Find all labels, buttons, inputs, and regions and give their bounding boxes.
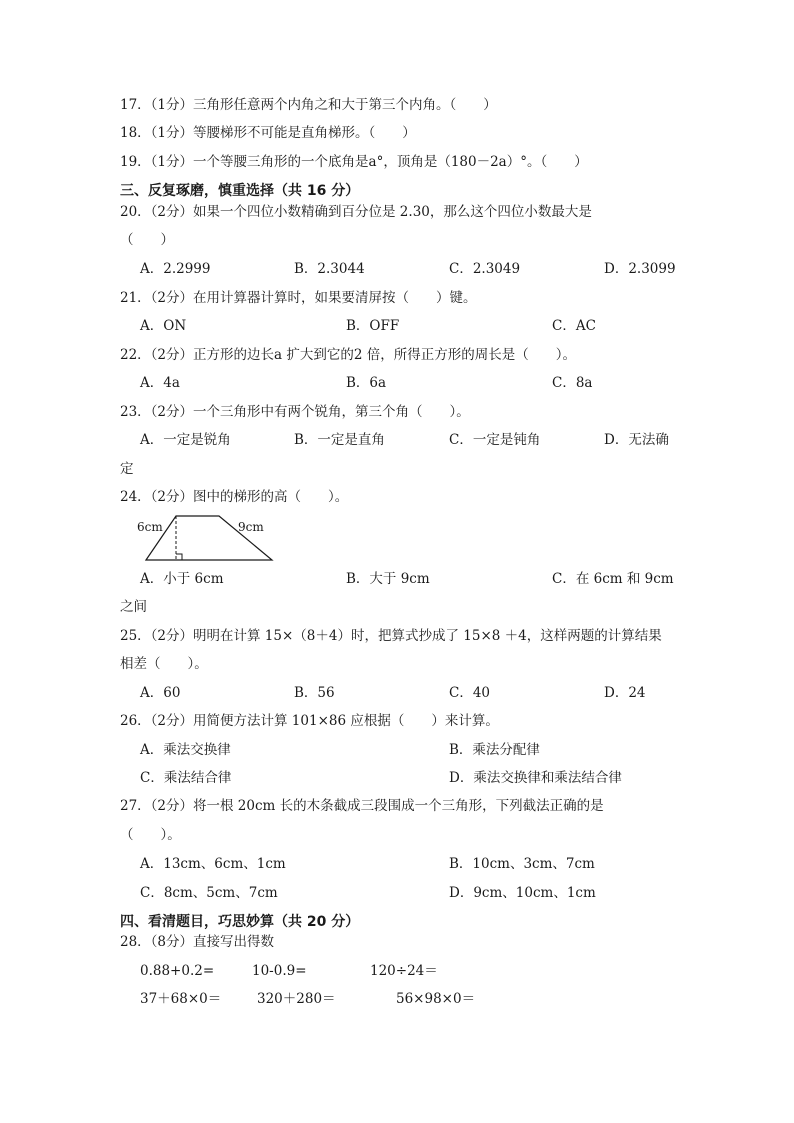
- q27-option-b: B．10cm、3cm、7cm: [449, 856, 595, 872]
- q25-option-b: B．56: [294, 685, 335, 701]
- q28-row2-item-2: 320＋280＝: [257, 991, 336, 1007]
- q22-option-b: B．6a: [346, 375, 387, 391]
- trapezoid-figure: [132, 512, 282, 566]
- q23-option-a: A．一定是锐角: [140, 432, 231, 448]
- question-27-stem-cont: （ ）。: [120, 827, 181, 843]
- question-28-stem: 28．（8分）直接写出得数: [120, 934, 275, 950]
- q21-option-c: C．AC: [552, 318, 596, 334]
- question-19: 19．（1分）一个等腰三角形的一个底角是a°，顶角是（180－2a）°。（ ）: [120, 154, 588, 170]
- q28-row1-item-3: 120÷24＝: [370, 963, 438, 979]
- q24-option-c-wrap: 之间: [120, 599, 147, 615]
- q20-option-b: B．2.3044: [294, 261, 365, 277]
- question-27-stem: 27．（2分）将一根 20cm 长的木条截成三段围成一个三角形，下列截法正确的是: [120, 798, 604, 814]
- question-24-stem: 24．（2分）图中的梯形的高（ ）。: [120, 489, 349, 505]
- q23-option-d-wrap: 定: [120, 461, 134, 477]
- q28-row2-item-3: 56×98×0＝: [396, 991, 476, 1007]
- question-20-stem-cont: （ ）: [120, 232, 174, 248]
- q27-option-d: D．9cm、10cm、1cm: [449, 885, 596, 901]
- q26-option-b: B．乘法分配律: [449, 742, 540, 758]
- q27-option-a: A．13cm、6cm、1cm: [140, 856, 286, 872]
- q25-option-d: D．24: [604, 685, 646, 701]
- question-21-stem: 21．（2分）在用计算器计算时，如果要清屏按（ ）键。: [120, 290, 477, 306]
- q23-option-c: C．一定是钝角: [449, 432, 541, 448]
- figure-label-right: 9cm: [238, 520, 264, 534]
- q28-row1-item-1: 0.88+0.2=: [140, 963, 215, 979]
- q25-option-c: C．40: [449, 685, 491, 701]
- q26-option-c: C．乘法结合律: [140, 770, 232, 786]
- section-4-title: 四、看清题目，巧思妙算（共 20 分）: [120, 914, 360, 930]
- q22-option-c: C．8a: [552, 375, 593, 391]
- q23-option-b: B．一定是直角: [294, 432, 385, 448]
- question-25-stem-cont: 相差（ ）。: [120, 656, 208, 672]
- q20-option-d: D．2.3099: [604, 261, 676, 277]
- q20-option-c: C．2.3049: [449, 261, 521, 277]
- figure-label-left: 6cm: [137, 520, 163, 534]
- q24-option-b: B．大于 9cm: [346, 571, 430, 587]
- q20-option-a: A．2.2999: [140, 261, 211, 277]
- question-26-stem: 26．（2分）用简便方法计算 101×86 应根据（ ）来计算。: [120, 713, 499, 729]
- q21-option-a: A．ON: [140, 318, 187, 334]
- question-23-stem: 23．（2分）一个三角形中有两个锐角，第三个角（ ）。: [120, 404, 470, 420]
- q22-option-a: A．4a: [140, 375, 180, 391]
- section-3-title: 三、反复琢磨，慎重选择（共 16 分）: [120, 183, 360, 199]
- q28-row2-item-1: 37＋68×0＝: [140, 991, 222, 1007]
- q24-option-c: C．在 6cm 和 9cm: [552, 571, 674, 587]
- q26-option-d: D．乘法交换律和乘法结合律: [449, 770, 622, 786]
- q25-option-a: A．60: [140, 685, 181, 701]
- question-20-stem: 20．（2分）如果一个四位小数精确到百分位是 2.30，那么这个四位小数最大是: [120, 204, 592, 220]
- question-25-stem: 25．（2分）明明在计算 15×（8＋4）时，把算式抄成了 15×8 ＋4，这样两题的计算结果: [120, 628, 662, 644]
- question-22-stem: 22．（2分）正方形的边长a 扩大到它的2 倍，所得正方形的周长是（ ）。: [120, 347, 576, 363]
- question-17: 17．（1分）三角形任意两个内角之和大于第三个内角。（ ）: [120, 97, 497, 113]
- q24-option-a: A．小于 6cm: [140, 571, 224, 587]
- right-angle-mark: [176, 554, 182, 560]
- q21-option-b: B．OFF: [346, 318, 400, 334]
- q27-option-c: C．8cm、5cm、7cm: [140, 885, 278, 901]
- question-18: 18．（1分）等腰梯形不可能是直角梯形。（ ）: [120, 125, 416, 141]
- q28-row1-item-2: 10-0.9=: [252, 963, 307, 979]
- q26-option-a: A．乘法交换律: [140, 742, 231, 758]
- q23-option-d: D．无法确: [604, 432, 669, 448]
